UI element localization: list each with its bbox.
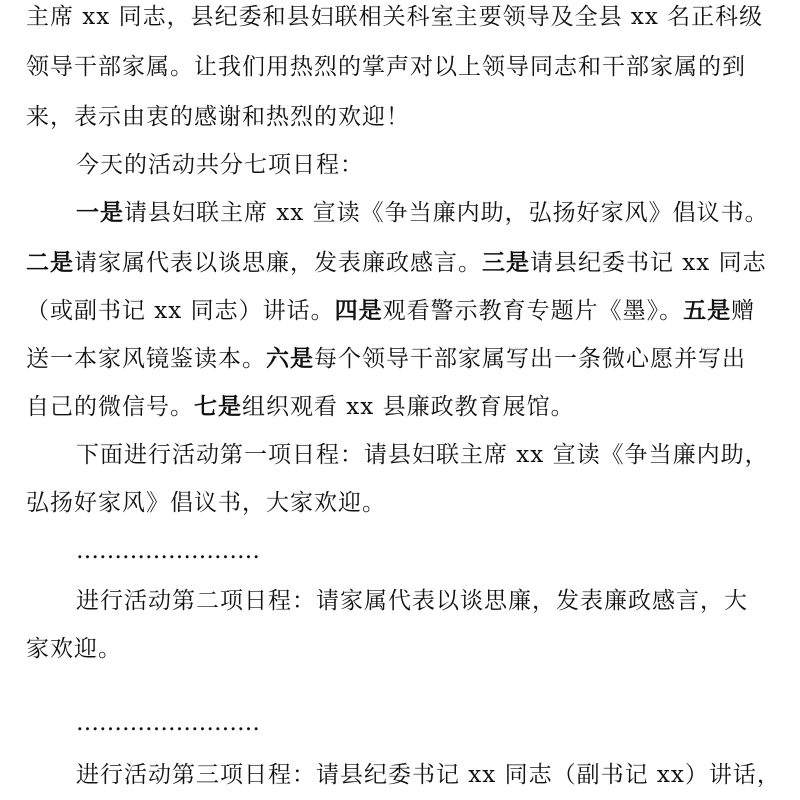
item-seven-text: 组织观看 xx 县廉政教育展馆。: [242, 394, 575, 420]
para1-line3: 来，表示由衷的感谢和热烈的欢迎！: [26, 104, 410, 130]
item-six-text-cont: 自己的微信号。: [26, 394, 194, 420]
item-six-label: 六是: [266, 345, 314, 372]
para5-line1: 进行活动第二项日程：请家属代表以谈思廉，发表廉政感言，大: [76, 588, 748, 614]
item-seven-label: 七是: [194, 393, 242, 420]
para2-line1: 今天的活动共分七项日程：: [76, 152, 364, 178]
para1-line2: 领导干部家属。让我们用热烈的掌声对以上领导同志和干部家属的到: [26, 54, 746, 80]
para3-line1: [76, 198, 800, 228]
separator-dots-2: ……………………: [76, 710, 260, 736]
para5-line2: 家欢迎。: [26, 636, 122, 662]
para4-line1: 下面进行活动第一项日程：请县妇联主席 xx 宣读《争当廉内助，: [76, 442, 769, 468]
item-four-label: 四是: [334, 297, 383, 324]
item-six-text: 每个领导干部家属写出一条微心愿并写出: [314, 346, 746, 372]
item-one-text: 请县妇联主席 xx 宣读《争当廉内助，弘扬好家风》倡议书。: [124, 200, 769, 226]
item-five-text-cont: 送一本家风镜鉴读本。: [26, 346, 266, 372]
item-two-label: 二是: [26, 249, 74, 276]
item-four-text: 观看警示教育专题片《墨》。: [382, 298, 684, 324]
item-three-text: 请县纪委书记 xx 同志: [530, 250, 767, 276]
item-two-text: 请家属代表以谈思廉，发表廉政感言。: [74, 250, 482, 276]
para6-line1: 进行活动第三项日程：请县纪委书记 xx 同志（副书记 xx）讲话，: [76, 762, 781, 788]
item-five-text: 赠: [731, 298, 756, 324]
para3-line2: [26, 248, 786, 278]
para1-line1: 主席 xx 同志，县纪委和县妇联相关科室主要领导及全县 xx 名正科级: [26, 4, 764, 30]
separator-dots-1: ……………………: [76, 538, 260, 564]
item-one-label: 一是: [76, 199, 124, 226]
para4-line2: 弘扬好家风》倡议书，大家欢迎。: [26, 490, 386, 516]
item-five-label: 五是: [683, 297, 732, 324]
item-three-label: 三是: [482, 249, 530, 276]
para3-line5: [26, 392, 786, 422]
item-three-text-cont: （或副书记 xx 同志）讲话。: [26, 298, 335, 324]
para3-line4: [26, 344, 786, 374]
para3-line3: [26, 296, 786, 326]
